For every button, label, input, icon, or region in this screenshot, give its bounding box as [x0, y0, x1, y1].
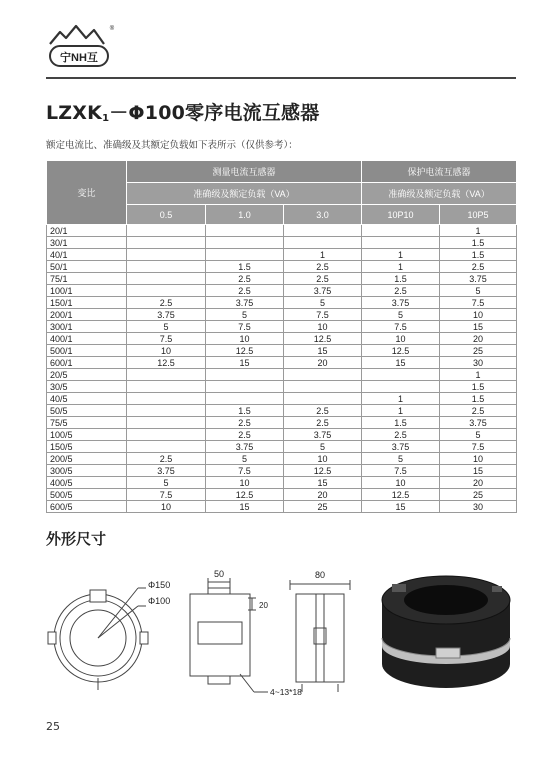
dim-depth: 80 — [314, 570, 326, 580]
ratio-cell: 300/5 — [47, 465, 127, 477]
ratio-cell: 30/5 — [47, 381, 127, 393]
value-cell: 15 — [206, 357, 284, 369]
value-cell: 1 — [362, 405, 440, 417]
ratio-cell: 150/1 — [47, 297, 127, 309]
value-cell: 15 — [206, 501, 284, 513]
value-cell: 15 — [284, 477, 362, 489]
value-cell — [206, 249, 284, 261]
table-row — [47, 429, 517, 441]
value-cell: 10 — [362, 477, 440, 489]
value-cell: 15 — [440, 465, 517, 477]
value-cell: 2.5 — [362, 429, 440, 441]
value-cell — [284, 237, 362, 249]
value-cell: 30 — [440, 357, 517, 369]
value-cell: 12.5 — [127, 357, 206, 369]
value-cell: 2.5 — [206, 429, 284, 441]
ratio-cell: 40/5 — [47, 393, 127, 405]
value-cell — [127, 225, 206, 237]
table-row — [47, 225, 517, 237]
value-cell: 5 — [127, 477, 206, 489]
value-cell: 10 — [440, 309, 517, 321]
value-cell: 7.5 — [440, 297, 517, 309]
table-row — [47, 249, 517, 261]
table-row — [47, 489, 517, 501]
dimension-drawing — [40, 566, 520, 706]
section-title: 外形尺寸 — [46, 530, 107, 548]
value-cell: 1.5 — [362, 273, 440, 285]
value-cell — [127, 393, 206, 405]
value-cell: 1.5 — [440, 249, 517, 261]
ratio-cell: 150/5 — [47, 441, 127, 453]
value-cell: 5 — [284, 297, 362, 309]
value-cell: 15 — [362, 501, 440, 513]
value-cell: 5 — [206, 309, 284, 321]
value-cell: 7.5 — [284, 309, 362, 321]
ratio-cell: 100/5 — [47, 429, 127, 441]
value-cell: 12.5 — [284, 465, 362, 477]
value-cell: 7.5 — [362, 465, 440, 477]
value-cell: 10 — [206, 333, 284, 345]
table-row — [47, 501, 517, 513]
product-photo — [382, 576, 510, 688]
ratio-cell: 500/5 — [47, 489, 127, 501]
header-class: 1.0 — [206, 205, 284, 225]
ratio-cell: 100/1 — [47, 285, 127, 297]
table-row — [47, 333, 517, 345]
side-view — [190, 578, 268, 692]
value-cell: 25 — [284, 501, 362, 513]
dim-mount-holes: 4~13*18 — [270, 687, 302, 697]
value-cell — [127, 405, 206, 417]
header-class: 3.0 — [284, 205, 362, 225]
header-measure-sub: 准确级及额定负载（VA） — [127, 183, 362, 205]
value-cell: 25 — [440, 489, 517, 501]
ratio-cell: 500/1 — [47, 345, 127, 357]
value-cell: 3.75 — [206, 297, 284, 309]
table-row — [47, 321, 517, 333]
header-class: 10P10 — [362, 205, 440, 225]
value-cell — [127, 441, 206, 453]
top-view — [290, 580, 350, 692]
table-row — [47, 417, 517, 429]
value-cell: 12.5 — [362, 489, 440, 501]
value-cell: 5 — [440, 429, 517, 441]
mountain-icon — [50, 26, 104, 44]
value-cell: 15 — [440, 321, 517, 333]
value-cell — [127, 249, 206, 261]
value-cell: 7.5 — [362, 321, 440, 333]
value-cell: 3.75 — [284, 285, 362, 297]
value-cell — [284, 393, 362, 405]
ratio-cell: 600/1 — [47, 357, 127, 369]
ratio-cell: 75/1 — [47, 273, 127, 285]
ratio-cell: 75/5 — [47, 417, 127, 429]
ratio-cell: 200/5 — [47, 453, 127, 465]
ratio-cell: 40/1 — [47, 249, 127, 261]
intro-text: 额定电流比、准确级及其额定负载如下表所示（仅供参考）： — [46, 140, 298, 151]
ratio-cell: 50/1 — [47, 261, 127, 273]
ratio-cell: 30/1 — [47, 237, 127, 249]
value-cell — [127, 417, 206, 429]
value-cell — [206, 393, 284, 405]
value-cell: 7.5 — [206, 465, 284, 477]
value-cell: 15 — [284, 345, 362, 357]
ratio-cell: 400/1 — [47, 333, 127, 345]
value-cell: 1.5 — [440, 237, 517, 249]
value-cell: 1 — [440, 369, 517, 381]
value-cell: 12.5 — [206, 345, 284, 357]
header-protect-group: 保护电流互感器 — [362, 161, 517, 183]
value-cell: 3.75 — [206, 441, 284, 453]
value-cell: 2.5 — [362, 285, 440, 297]
header-rule — [46, 77, 516, 79]
value-cell: 15 — [362, 357, 440, 369]
dim-side-height: 20 — [259, 601, 268, 610]
value-cell — [206, 369, 284, 381]
registered-mark: ® — [109, 26, 115, 32]
value-cell: 1 — [362, 393, 440, 405]
table-row — [47, 345, 517, 357]
value-cell — [284, 369, 362, 381]
value-cell: 10 — [206, 477, 284, 489]
logo-text: 宁NH互 — [60, 52, 98, 64]
value-cell: 20 — [440, 333, 517, 345]
value-cell: 25 — [440, 345, 517, 357]
value-cell: 3.75 — [440, 417, 517, 429]
value-cell: 10 — [284, 321, 362, 333]
table-row — [47, 285, 517, 297]
ratio-cell: 50/5 — [47, 405, 127, 417]
table-row — [47, 357, 517, 369]
value-cell — [206, 225, 284, 237]
header-class: 0.5 — [127, 205, 206, 225]
dim-top-width: 50 — [213, 569, 225, 579]
value-cell — [127, 273, 206, 285]
value-cell: 1.5 — [440, 393, 517, 405]
value-cell — [127, 369, 206, 381]
header-ratio: 变比 — [47, 161, 127, 225]
value-cell: 5 — [127, 321, 206, 333]
value-cell: 7.5 — [440, 441, 517, 453]
value-cell: 10 — [127, 345, 206, 357]
value-cell: 5 — [362, 309, 440, 321]
value-cell — [362, 381, 440, 393]
value-cell — [362, 225, 440, 237]
table-row — [47, 381, 517, 393]
value-cell: 2.5 — [440, 405, 517, 417]
value-cell: 12.5 — [206, 489, 284, 501]
ratio-cell: 400/5 — [47, 477, 127, 489]
value-cell — [284, 225, 362, 237]
value-cell: 1 — [362, 249, 440, 261]
spec-table — [46, 160, 517, 513]
ratio-cell: 20/1 — [47, 225, 127, 237]
value-cell — [362, 369, 440, 381]
table-row — [47, 453, 517, 465]
value-cell — [127, 381, 206, 393]
value-cell: 20 — [440, 477, 517, 489]
dim-outer-diameter: Φ150 — [148, 580, 171, 590]
table-row — [47, 441, 517, 453]
value-cell: 7.5 — [127, 489, 206, 501]
value-cell — [127, 261, 206, 273]
table-row — [47, 369, 517, 381]
value-cell: 10 — [362, 333, 440, 345]
header-protect-sub: 准确级及额定负载（VA） — [362, 183, 517, 205]
value-cell: 2.5 — [284, 405, 362, 417]
table-row — [47, 393, 517, 405]
value-cell: 30 — [440, 501, 517, 513]
table-row — [47, 309, 517, 321]
value-cell: 2.5 — [127, 453, 206, 465]
value-cell: 1.5 — [206, 405, 284, 417]
dim-inner-diameter: Φ100 — [148, 596, 171, 606]
value-cell: 20 — [284, 489, 362, 501]
table-row — [47, 261, 517, 273]
value-cell: 12.5 — [362, 345, 440, 357]
value-cell: 2.5 — [206, 417, 284, 429]
value-cell: 2.5 — [206, 285, 284, 297]
value-cell — [127, 429, 206, 441]
value-cell: 5 — [206, 453, 284, 465]
table-row — [47, 405, 517, 417]
table-row — [47, 273, 517, 285]
value-cell: 3.75 — [440, 273, 517, 285]
value-cell — [127, 285, 206, 297]
value-cell — [284, 381, 362, 393]
value-cell: 3.75 — [127, 465, 206, 477]
value-cell: 2.5 — [440, 261, 517, 273]
value-cell — [127, 237, 206, 249]
value-cell — [206, 381, 284, 393]
value-cell: 1 — [440, 225, 517, 237]
value-cell — [362, 237, 440, 249]
value-cell: 20 — [284, 357, 362, 369]
value-cell: 2.5 — [284, 417, 362, 429]
table-row — [47, 297, 517, 309]
front-view — [48, 588, 148, 690]
table-row — [47, 465, 517, 477]
value-cell: 3.75 — [127, 309, 206, 321]
header-measure-group: 测量电流互感器 — [127, 161, 362, 183]
value-cell: 2.5 — [206, 273, 284, 285]
value-cell — [206, 237, 284, 249]
value-cell: 10 — [284, 453, 362, 465]
table-row — [47, 477, 517, 489]
header-class: 10P5 — [440, 205, 517, 225]
value-cell: 1.5 — [362, 417, 440, 429]
value-cell: 1.5 — [440, 381, 517, 393]
ratio-cell: 300/1 — [47, 321, 127, 333]
value-cell: 2.5 — [284, 261, 362, 273]
ratio-cell: 20/5 — [47, 369, 127, 381]
value-cell: 3.75 — [284, 429, 362, 441]
value-cell: 10 — [440, 453, 517, 465]
product-title: $LZXK_1-\Phi 100$零序电流互感器 — [46, 102, 320, 124]
page-number: 25 — [46, 720, 60, 733]
value-cell: 2.5 — [284, 273, 362, 285]
value-cell: 12.5 — [284, 333, 362, 345]
value-cell: 5 — [440, 285, 517, 297]
value-cell: 5 — [362, 453, 440, 465]
value-cell: 1.5 — [206, 261, 284, 273]
value-cell: 5 — [284, 441, 362, 453]
value-cell: 10 — [127, 501, 206, 513]
value-cell: 7.5 — [127, 333, 206, 345]
company-logo — [46, 22, 118, 72]
table-row — [47, 237, 517, 249]
value-cell: 3.75 — [362, 441, 440, 453]
value-cell: 1 — [284, 249, 362, 261]
value-cell: 3.75 — [362, 297, 440, 309]
value-cell: 7.5 — [206, 321, 284, 333]
ratio-cell: 200/1 — [47, 309, 127, 321]
ratio-cell: 600/5 — [47, 501, 127, 513]
value-cell: 2.5 — [127, 297, 206, 309]
value-cell: 1 — [362, 261, 440, 273]
